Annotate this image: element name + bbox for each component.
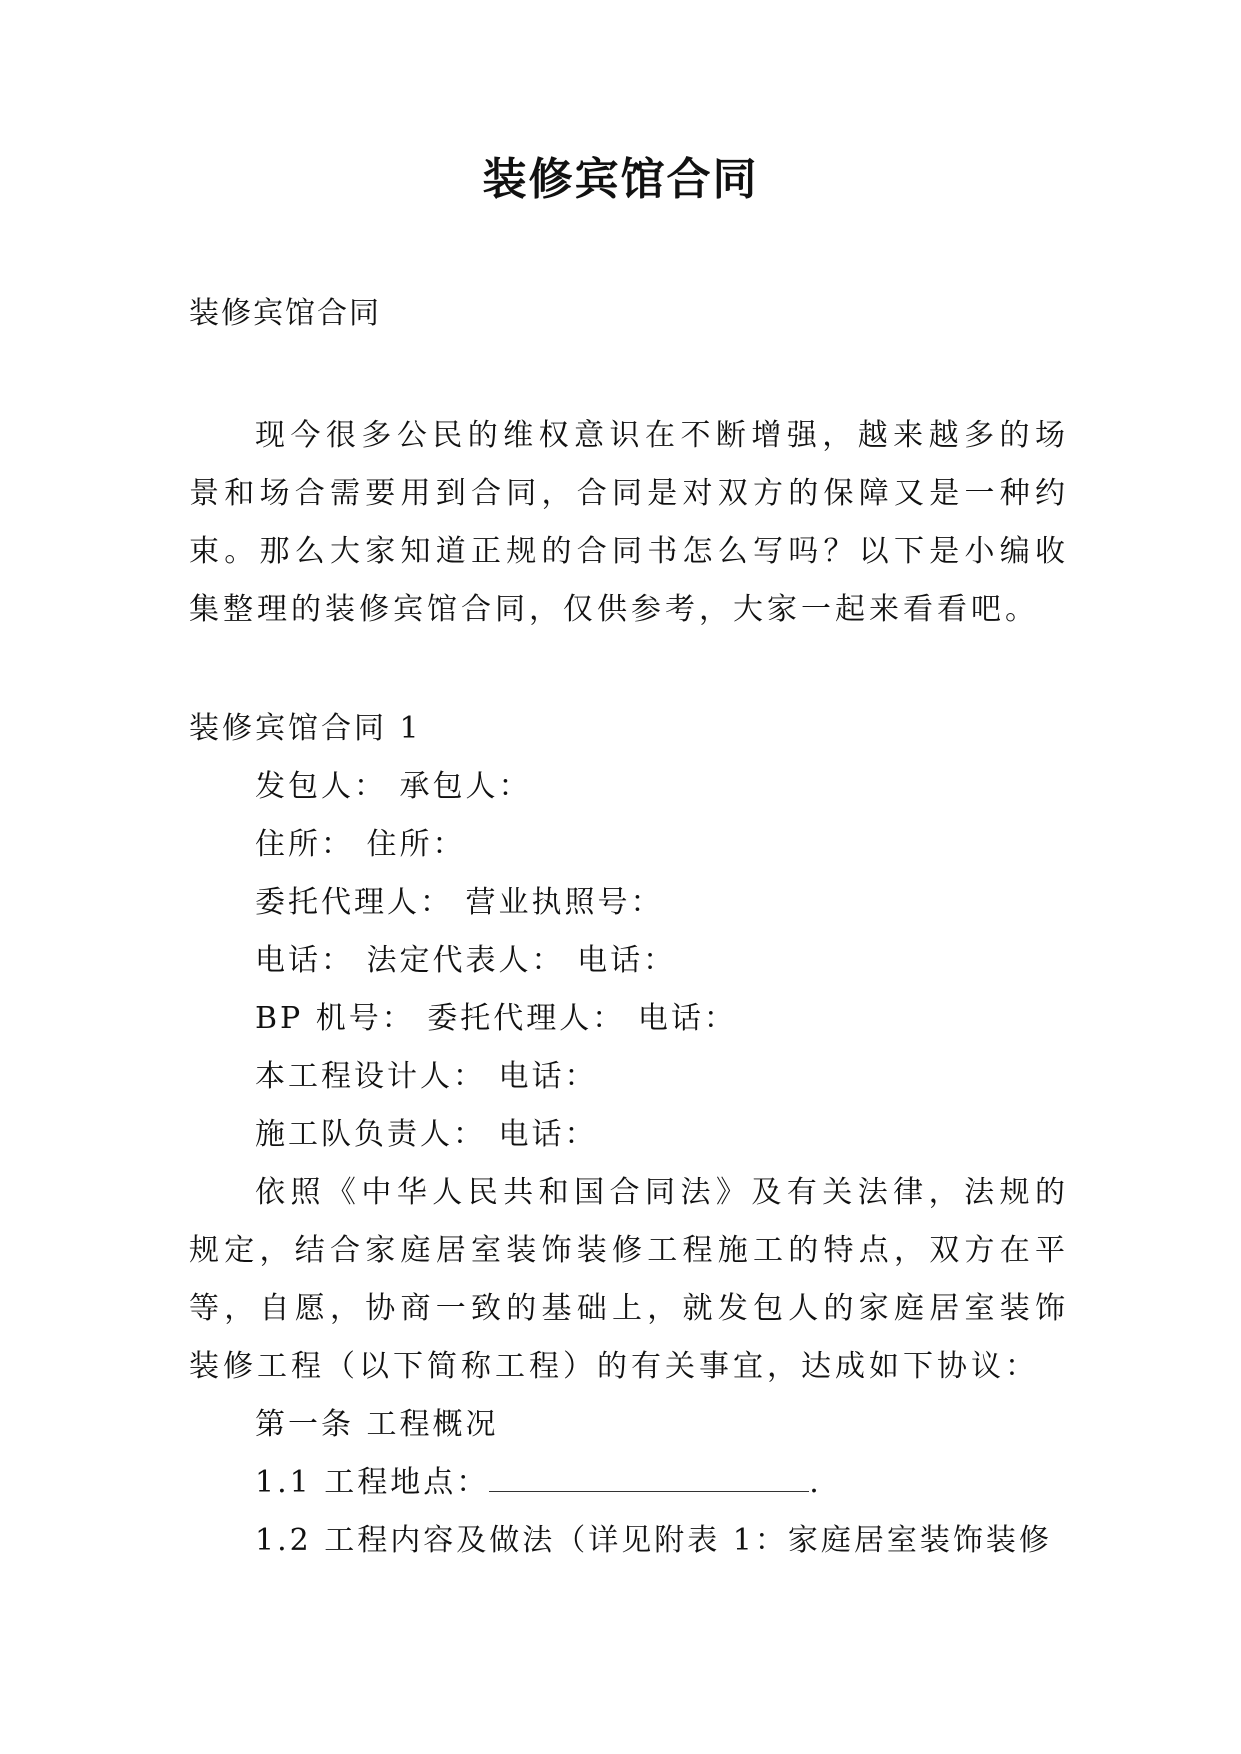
contract-body bbox=[189, 700, 1069, 1570]
party-line: 住所： 住所： bbox=[255, 827, 466, 862]
party-line: 发包人： 承包人： bbox=[255, 769, 532, 804]
item-1-1-label: 1.1 工程地点： bbox=[255, 1465, 490, 1500]
basis-paragraph: 依照《中华人民共和国合同法》及有关法律，法规的规定，结合家庭居室装饰装修工程施工的特点，双方在平等，自愿，协商一致的基础上，就发包人的家庭居室装饰装修工程（以下简称工程）的有关事宜，达成如下协议： bbox=[189, 1175, 1069, 1384]
contract-heading: 装修宾馆合同 1 bbox=[189, 711, 422, 746]
party-line: 本工程设计人： 电话： bbox=[255, 1059, 598, 1094]
item-1-1-end: . bbox=[809, 1465, 822, 1500]
party-line: 电话： 法定代表人： 电话： bbox=[255, 943, 677, 978]
item-1-2: 1.2 工程内容及做法（详见附表 1：家庭居室装饰装修 bbox=[255, 1523, 1052, 1558]
fill-in-blank bbox=[489, 1465, 809, 1492]
item-1-1 bbox=[189, 1454, 1069, 1512]
document-title: 装修宾馆合同 bbox=[482, 154, 759, 205]
party-line: 施工队负责人： 电话： bbox=[255, 1117, 598, 1152]
party-line: 委托代理人： 营业执照号： bbox=[255, 885, 664, 920]
document-subtitle: 装修宾馆合同 bbox=[189, 296, 381, 331]
intro-paragraph: 现今很多公民的维权意识在不断增强，越来越多的场景和场合需要用到合同，合同是对双方的保障又是一种约束。那么大家知道正规的合同书怎么写吗？以下是小编收集整理的装修宾馆合同，仅供参考，大家一起来看看吧。 bbox=[189, 418, 1069, 627]
article-heading: 第一条 工程概况 bbox=[255, 1407, 499, 1442]
party-line: BP 机号： 委托代理人： 电话： bbox=[255, 1001, 737, 1036]
